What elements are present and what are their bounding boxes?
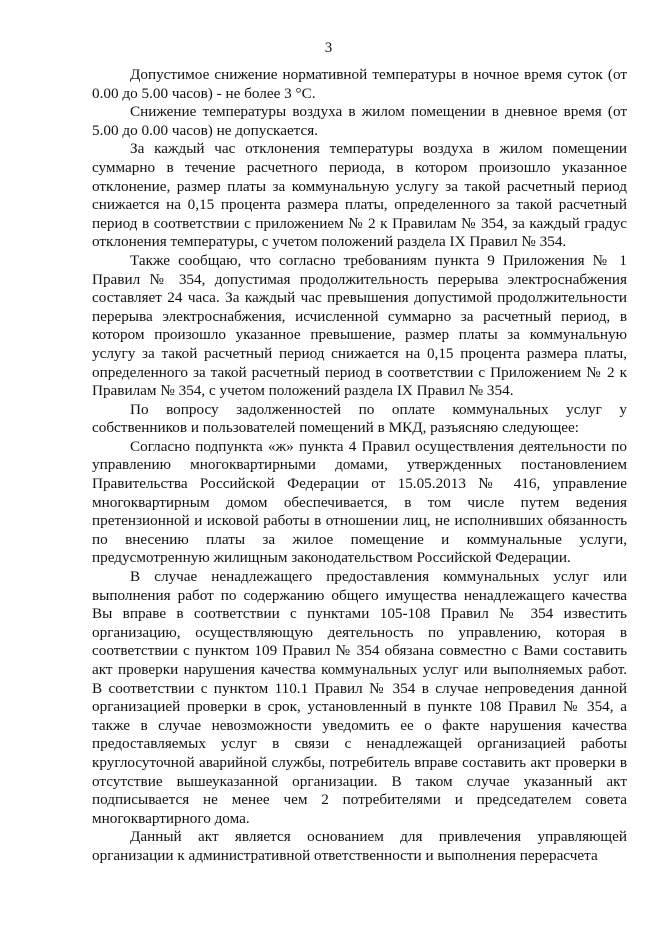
paragraph-act-basis: Данный акт является основанием для привлечения управляющей организации к административной ответственности и выполнения перерасчета [92,828,627,864]
paragraph-temperature-deviation-payment: За каждый час отклонения температуры воздуха в жилом помещении суммарно в течение расчетного периода, в котором произошло указанное отклонение, размер платы за коммунальную услугу за такой расчетный период снижается на 0,15 процента размера платы, определенного за такой расчетный период в соответствии с приложением № 2 к Правилам № 354, за каждый градус отклонения температуры, с учетом положений раздела IX Правил № 354. [92,140,627,251]
paragraph-debt-question: По вопросу задолженностей по оплате коммунальных услуг у собственников и пользователей помещений в МКД, разъясняю следующее: [92,400,627,437]
paragraph-quality-violation-act: В случае ненадлежащего предоставления коммунальных услуг или выполнения работ по содержанию общего имущества ненадлежащего качества Вы вправе в соответствии с пунктами 105-108 Правил № 354 известить организацию, осуществляющую деятельность по управлению, которая в соответствии с пунктом 109 Правил № 354 обязана совместно с Вами составить акт проверки нарушения качества коммунальных услуг или выполняемых работ. В соответствии с пунктом 110.1 Правил № 354 в случае непроведения данной организацией проверки в срок, установленный в пункте 108 Правил № 354, а также в случае невозможности уведомить ее о факте нарушения качества предоставляемых услуг в связи с ненадлежащей организацией работы круглосуточной аварийной службы, потребитель вправе составить акт проверки в отсутствие вышеуказанной организации. В таком случае указанный акт подписывается не менее чем 2 потребителями и председателем совета многоквартирного дома. [92,568,627,827]
paragraph-day-temperature: Снижение температуры воздуха в жилом помещении в дневное время (от 5.00 до 0.00 часов) не допускается. [92,103,627,139]
document-body [92,66,627,866]
paragraph-claim-work: Согласно подпункта «ж» пункта 4 Правил осуществления деятельности по управлению многоквартирными домами, утвержденных постановлением Правительства Российской Федерации от 15.05.2013 № 416, управление многоквартирным домом обеспечивается, в том числе путем ведения претензионной и исковой работы в отношении лиц, не исполнивших обязанность по внесению платы за жилое помещение и коммунальные услуги, предусмотренную жилищным законодательством Российской Федерации. [92,437,627,567]
page-number: 3 [324,40,333,56]
paragraph-electricity-interruption: Также сообщаю, что согласно требованиям пункта 9 Приложения № 1 Правил № 354, допустимая продолжительность перерыва электроснабжения составляет 24 часа. За каждый час превышения допустимой продолжительности перерыва электроснабжения, исчисленной суммарно за расчетный период, в котором произошло указанное превышение, размер платы за коммунальную услугу за такой расчетный период снижается на 0,15 процента размера платы, определенного за такой расчетный период в соответствии с Приложением № 2 к Правилам № 354, с учетом положений раздела IX Правил № 354. [92,251,627,400]
paragraph-night-temperature: Допустимое снижение нормативной температуры в ночное время суток (от 0.00 до 5.00 часов) - не более 3 °С. [92,66,627,102]
